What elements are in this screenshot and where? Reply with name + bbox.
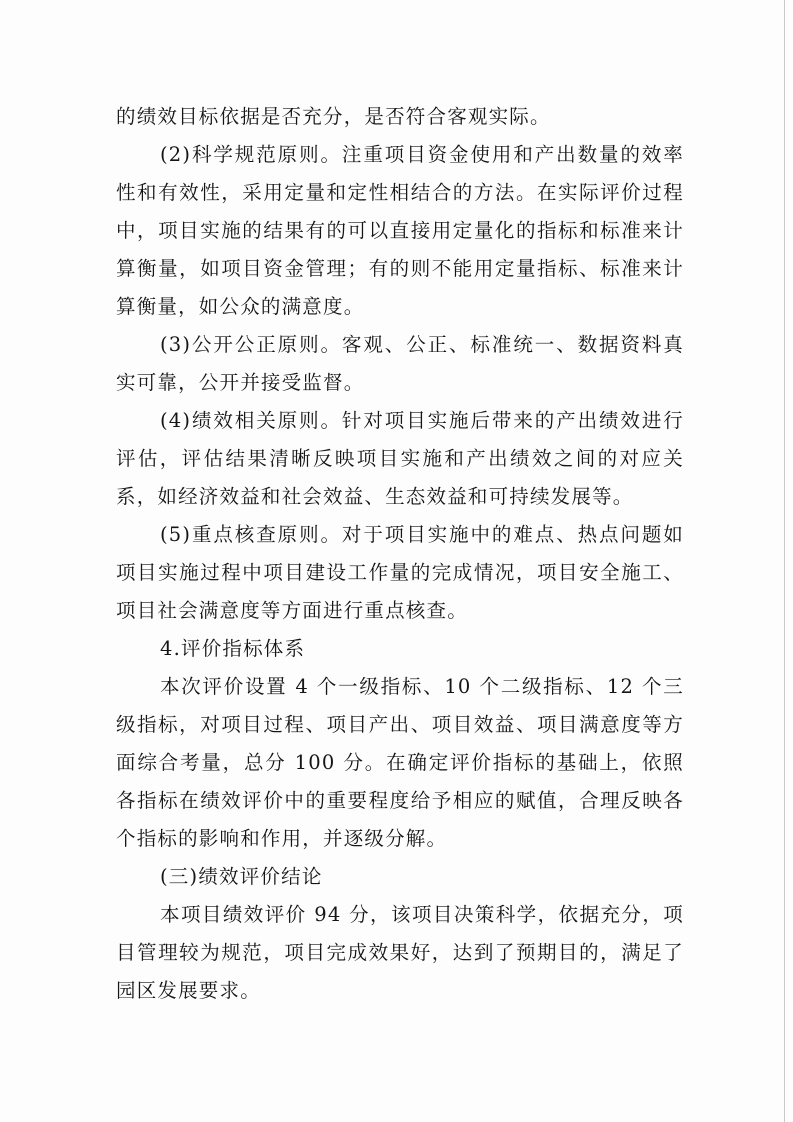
- paragraph-conclusion: 本项目绩效评价 94 分，该项目决策科学，依据充分，项目管理较为规范，项目完成效果好，达到了预期目的，满足了园区发展要求。: [116, 903, 684, 1002]
- paragraph-principle-2: (2)科学规范原则。注重项目资金使用和产出数量的效率性和有效性，采用定量和定性相结合的方法。在实际评价过程中，项目实施的结果有的可以直接用定量化的指标和标准来计算衡量，如项目资金管理；有的则不能用定量指标、标准来计算衡量，如公众的满意度。: [116, 143, 684, 318]
- paragraph-principle-4: (4)绩效相关原则。针对项目实施后带来的产出绩效进行评估，评估结果清晰反映项目实施和产出绩效之间的对应关系，如经济效益和社会效益、生态效益和可持续发展等。: [116, 409, 684, 508]
- section-heading-indicator-system: 4.评价指标体系: [160, 637, 306, 660]
- paragraph-principle-5: (5)重点核查原则。对于项目实施中的难点、热点问题如项目实施过程中项目建设工作量的完成情况，项目安全施工、项目社会满意度等方面进行重点核查。: [116, 523, 684, 622]
- paragraph-indicator-system: 本次评价设置 4 个一级指标、10 个二级指标、12 个三级指标，对项目过程、项目产出、项目效益、项目满意度等方面综合考量，总分 100 分。在确定评价指标的基础上，依照各指标在绩效评价中的重要程度给予相应的赋值，合理反映各个指标的影响和作用，并逐级分解。: [116, 675, 684, 850]
- paragraph-continuation: 的绩效目标依据是否充分，是否符合客观实际。: [116, 105, 551, 128]
- scan-edge: [784, 0, 785, 1122]
- section-heading-conclusion: (三)绩效评价结论: [160, 865, 323, 888]
- paragraph-principle-3: (3)公开公正原则。客观、公正、标准统一、数据资料真实可靠，公开并接受监督。: [116, 333, 684, 394]
- document-body: [116, 98, 684, 1010]
